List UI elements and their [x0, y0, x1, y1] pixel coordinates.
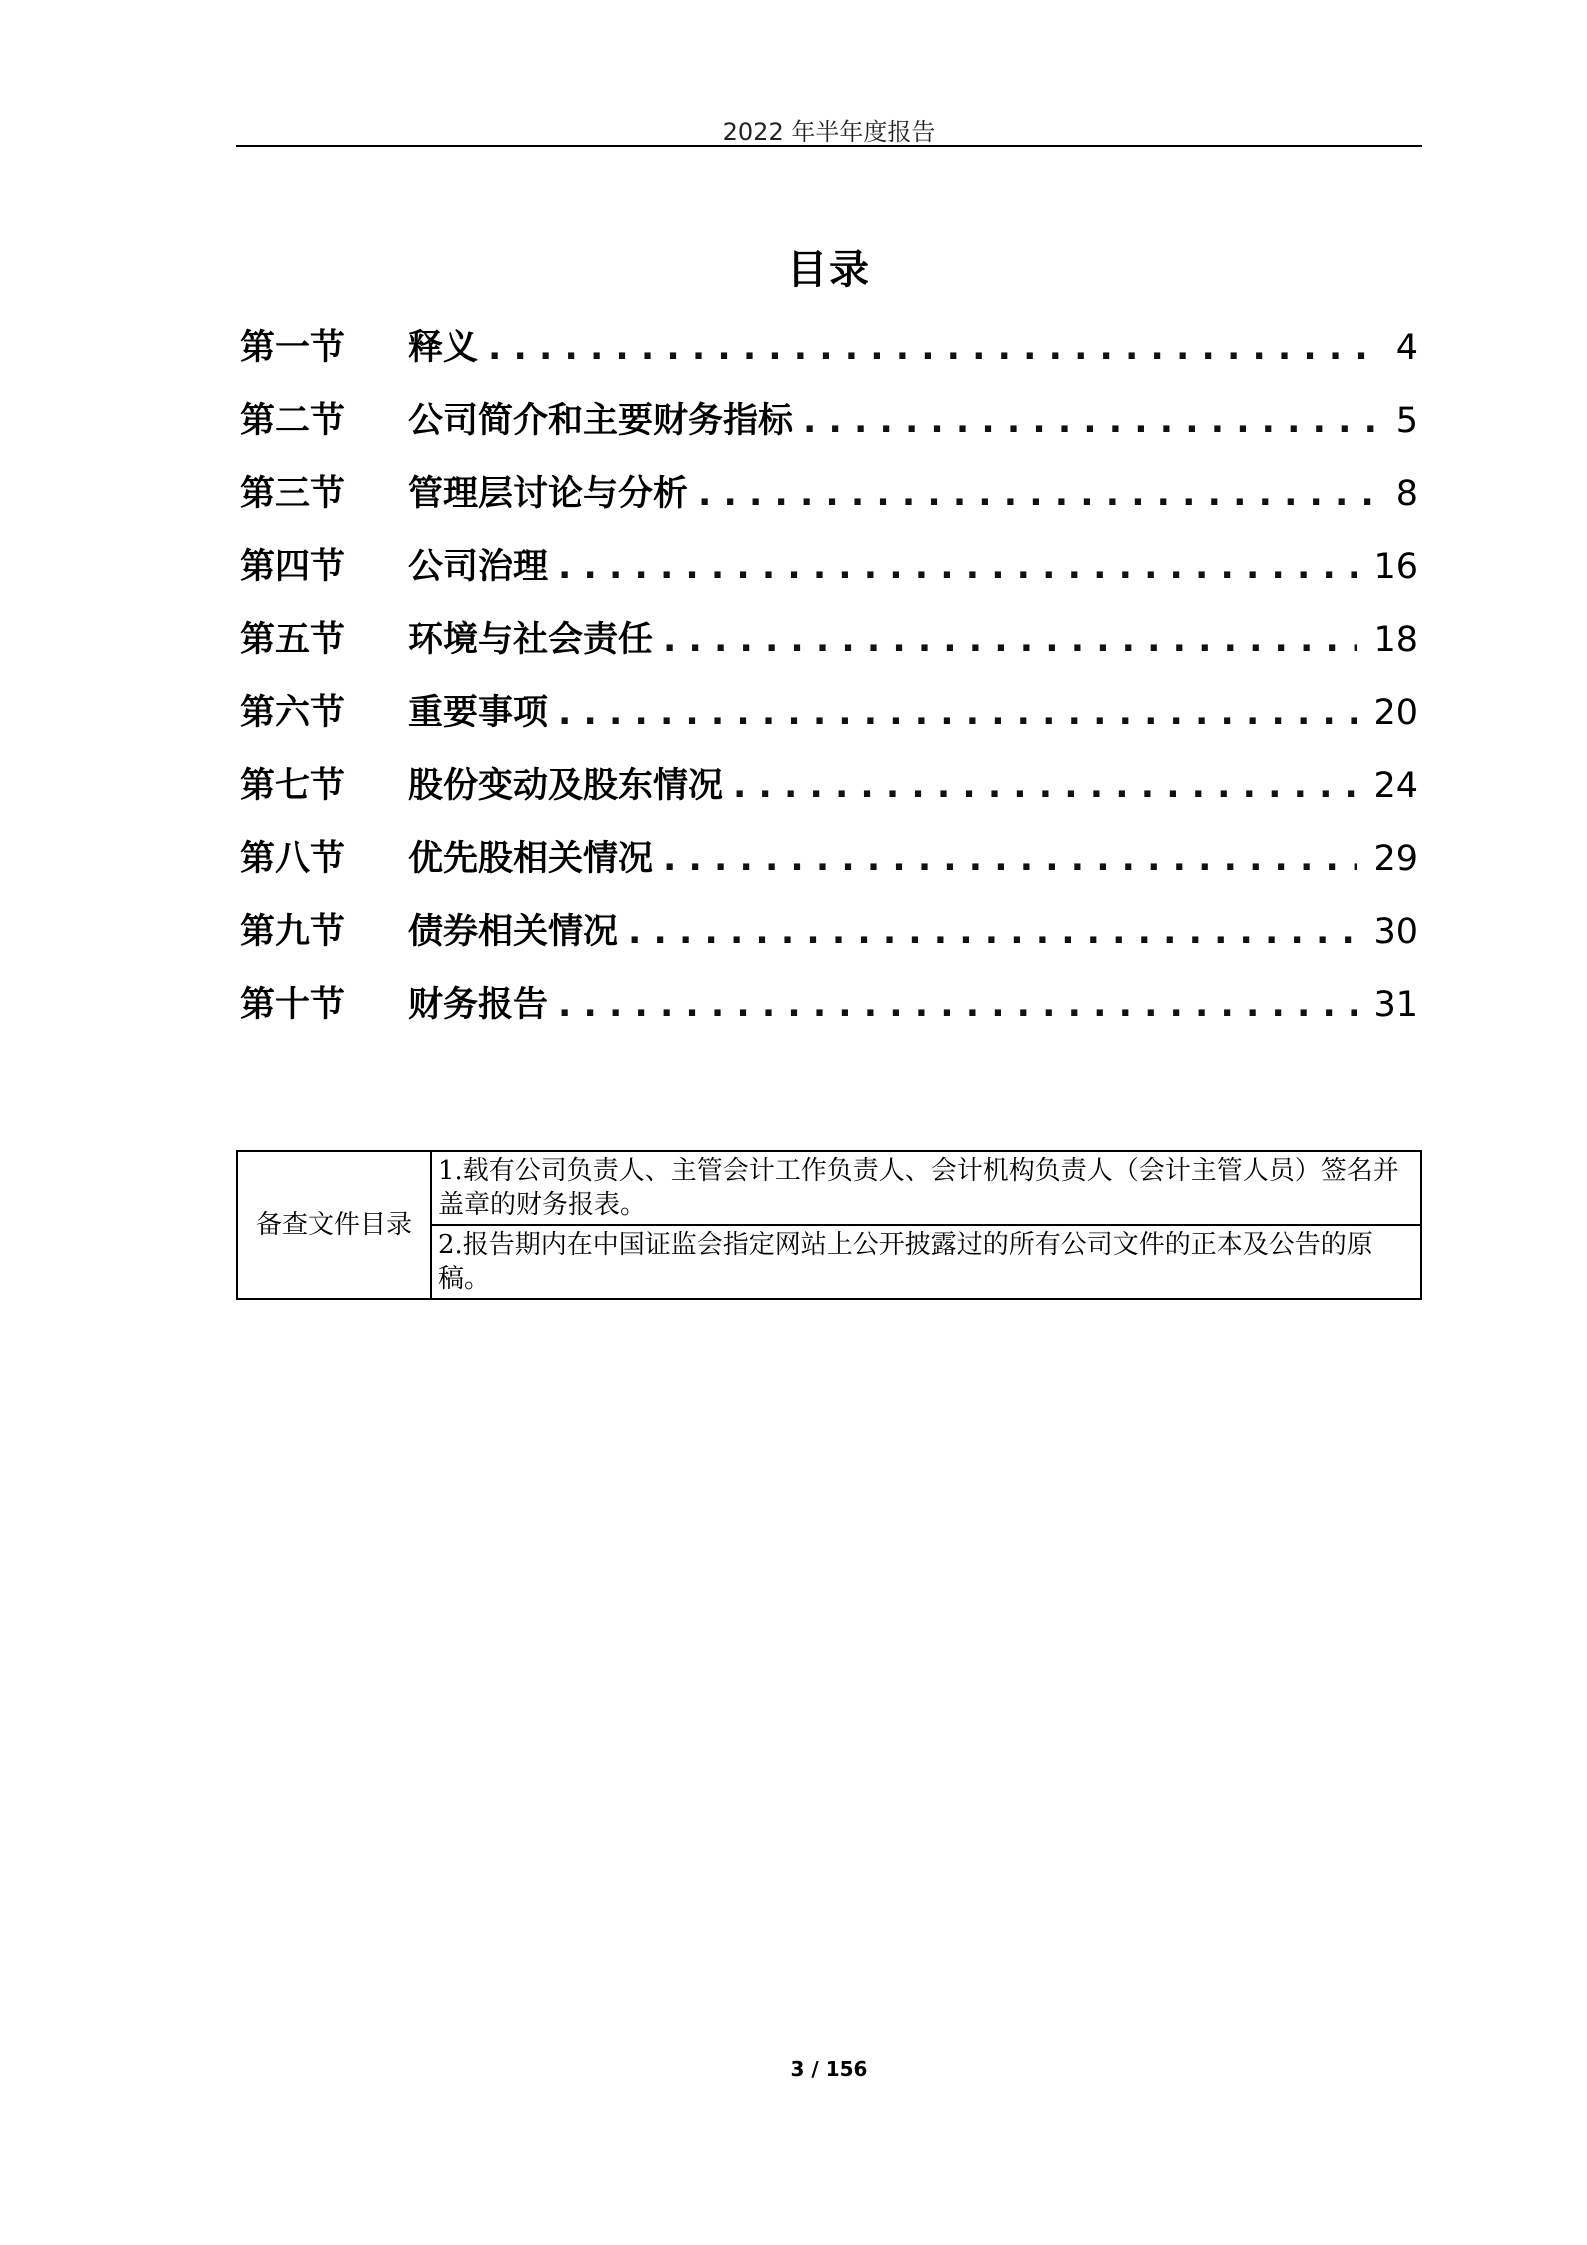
- toc-dot-leader: [628, 912, 1357, 952]
- toc-entry[interactable]: [240, 831, 1418, 904]
- toc-section-number: 第七节: [240, 766, 346, 806]
- toc-entry[interactable]: [240, 758, 1418, 831]
- toc-section-number: 第五节: [240, 620, 346, 660]
- toc-dot-leader: [698, 474, 1380, 514]
- toc-entry[interactable]: [240, 466, 1418, 539]
- toc-section-name: 环境与社会责任: [408, 620, 654, 660]
- page-indicator: 3 / 156: [790, 2057, 868, 2081]
- toc-section-name: 股份变动及股东情况: [408, 766, 724, 806]
- toc-entry[interactable]: [240, 977, 1418, 1050]
- toc-dot-leader: [733, 766, 1357, 806]
- toc-section-name: 管理层讨论与分析: [408, 474, 689, 514]
- toc-section-name: 公司治理: [408, 547, 549, 587]
- toc-section-number: 第六节: [240, 693, 346, 733]
- toc-title: 目录: [787, 247, 871, 293]
- toc-section-name: 释义: [408, 328, 479, 368]
- toc-section-number: 第二节: [240, 401, 346, 441]
- toc-page-number: 4: [1395, 328, 1418, 368]
- toc-page-number: 31: [1373, 985, 1418, 1025]
- toc-section-name: 财务报告: [408, 985, 549, 1025]
- reference-docs-label: 备查文件目录: [237, 1151, 431, 1299]
- toc-page-number: 24: [1373, 766, 1418, 806]
- reference-doc-item: 1.载有公司负责人、主管会计工作负责人、会计机构负责人（会计主管人员）签名并盖章的财务报表。: [431, 1151, 1421, 1225]
- table-row: [237, 1151, 1421, 1225]
- toc-dot-leader: [663, 839, 1357, 879]
- toc-section-name: 重要事项: [408, 693, 549, 733]
- toc-entry[interactable]: [240, 320, 1418, 393]
- toc-section-number: 第八节: [240, 839, 346, 879]
- toc-section-name: 债券相关情况: [408, 912, 619, 952]
- toc-section-name: 公司简介和主要财务指标: [408, 401, 794, 441]
- toc-dot-leader: [663, 620, 1357, 660]
- toc-page-number: 5: [1395, 401, 1418, 441]
- table-of-contents: [240, 320, 1418, 1050]
- toc-section-number: 第十节: [240, 985, 346, 1025]
- toc-section-number: 第四节: [240, 547, 346, 587]
- toc-page-number: 18: [1373, 620, 1418, 660]
- toc-section-number: 第三节: [240, 474, 346, 514]
- reference-documents-table: [236, 1150, 1422, 1300]
- toc-entry[interactable]: [240, 612, 1418, 685]
- toc-section-number: 第一节: [240, 328, 346, 368]
- toc-dot-leader: [803, 401, 1380, 441]
- toc-entry[interactable]: [240, 904, 1418, 977]
- toc-section-name: 优先股相关情况: [408, 839, 654, 879]
- toc-page-number: 29: [1373, 839, 1418, 879]
- toc-dot-leader: [558, 547, 1357, 587]
- toc-dot-leader: [488, 328, 1380, 368]
- toc-entry[interactable]: [240, 685, 1418, 758]
- toc-section-number: 第九节: [240, 912, 346, 952]
- toc-page-number: 30: [1373, 912, 1418, 952]
- toc-entry[interactable]: [240, 539, 1418, 612]
- report-header-title: 2022 年半年度报告: [722, 118, 936, 146]
- toc-page-number: 8: [1395, 474, 1418, 514]
- toc-page-number: 20: [1373, 693, 1418, 733]
- toc-page-number: 16: [1373, 547, 1418, 587]
- reference-doc-item: 2.报告期内在中国证监会指定网站上公开披露过的所有公司文件的正本及公告的原稿。: [431, 1225, 1421, 1299]
- toc-dot-leader: [558, 985, 1357, 1025]
- header-divider: [236, 145, 1422, 147]
- toc-entry[interactable]: [240, 393, 1418, 466]
- toc-dot-leader: [558, 693, 1357, 733]
